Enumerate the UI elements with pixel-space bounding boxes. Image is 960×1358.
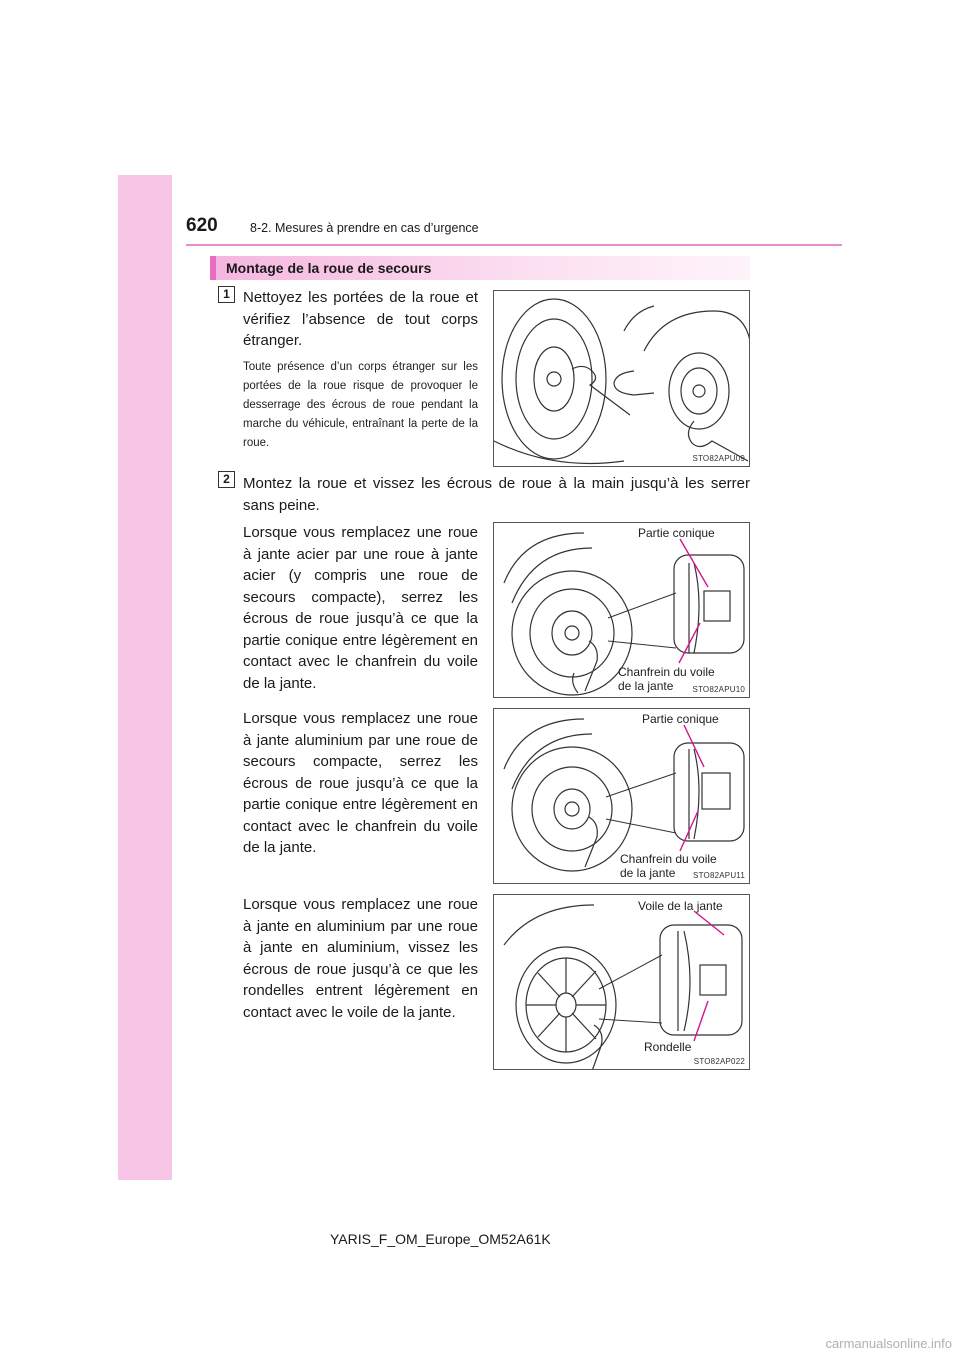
page-number: 620 bbox=[186, 215, 218, 236]
aluminium-wheel-illustration bbox=[494, 895, 750, 1070]
case-aluminium-to-aluminium-text: Lorsque vous remplacez une roue à jante en aluminium par une roue à jante en aluminium, vissez les écrous de roue jusqu’à ce que les rondelles entrent légèrement en contact avec le voile de la jante. bbox=[243, 896, 478, 1021]
step-number-2: 2 bbox=[218, 471, 235, 488]
wheel-cleaning-illustration bbox=[494, 291, 750, 467]
step-1-text: Nettoyez les portées de la roue et vérifiez l’absence de tout corps étranger. bbox=[243, 289, 478, 349]
chapter-sidebar-tab bbox=[118, 175, 172, 1180]
figure-clean-wheel-surfaces bbox=[493, 290, 750, 467]
figure-compact-spare-nut bbox=[493, 708, 750, 884]
label-rim-chamfer-line-2: de la jante bbox=[618, 679, 674, 693]
label-tapered-part: Partie conique bbox=[642, 712, 719, 726]
section-heading: Montage de la roue de secours bbox=[226, 260, 432, 276]
label-washer: Rondelle bbox=[644, 1040, 692, 1054]
label-rim-chamfer-line-1: Chanfrein du voile bbox=[618, 665, 715, 679]
header-divider bbox=[186, 244, 842, 246]
figure-steel-wheel-nut bbox=[493, 522, 750, 698]
case-steel-to-steel-text: Lorsque vous remplacez une roue à jante acier par une roue à jante acier (y compris une roue de secours compacte), serrez les écrous de roue jusqu’à ce que la partie conique entre légèrement en contact avec le chanfrein du voile de la jante. bbox=[243, 524, 478, 692]
case-aluminium-to-compact-text: Lorsque vous remplacez une roue à jante aluminium par une roue de secours compacte, serrez les écrous de roue jusqu’à ce que la partie conique entre légèrement en contact avec le chanfrein du voile de la jante. bbox=[243, 710, 478, 856]
step-number-1: 1 bbox=[218, 286, 235, 303]
label-wheel-disc: Voile de la jante bbox=[638, 899, 723, 913]
label-rim-chamfer-line-2: de la jante bbox=[620, 866, 676, 880]
step-2-text: Montez la roue et vissez les écrous de roue à la main jusqu’à les serrer sans peine. bbox=[243, 475, 750, 514]
watermark: carmanualsonline.info bbox=[825, 1336, 952, 1351]
figure-code: STO82APU10 bbox=[692, 685, 745, 694]
figure-code: STO82AP022 bbox=[693, 1057, 745, 1066]
document-id: YARIS_F_OM_Europe_OM52A61K bbox=[330, 1231, 551, 1247]
step-1-note: Toute présence d’un corps étranger sur les portées de la roue risque de provoquer le desserrage des écrous de roue pendant la marche du véhicule, entraînant la perte de la roue. bbox=[243, 361, 478, 449]
figure-code: STO82APU11 bbox=[693, 871, 745, 880]
label-rim-chamfer-line-1: Chanfrein du voile bbox=[620, 852, 717, 866]
figure-aluminium-wheel-washer bbox=[493, 894, 750, 1070]
section-title: 8-2. Mesures à prendre en cas d’urgence bbox=[250, 221, 479, 235]
figure-code: STO82APU09 bbox=[692, 454, 745, 463]
section-heading-accent bbox=[210, 256, 216, 280]
label-tapered-part: Partie conique bbox=[638, 526, 715, 540]
